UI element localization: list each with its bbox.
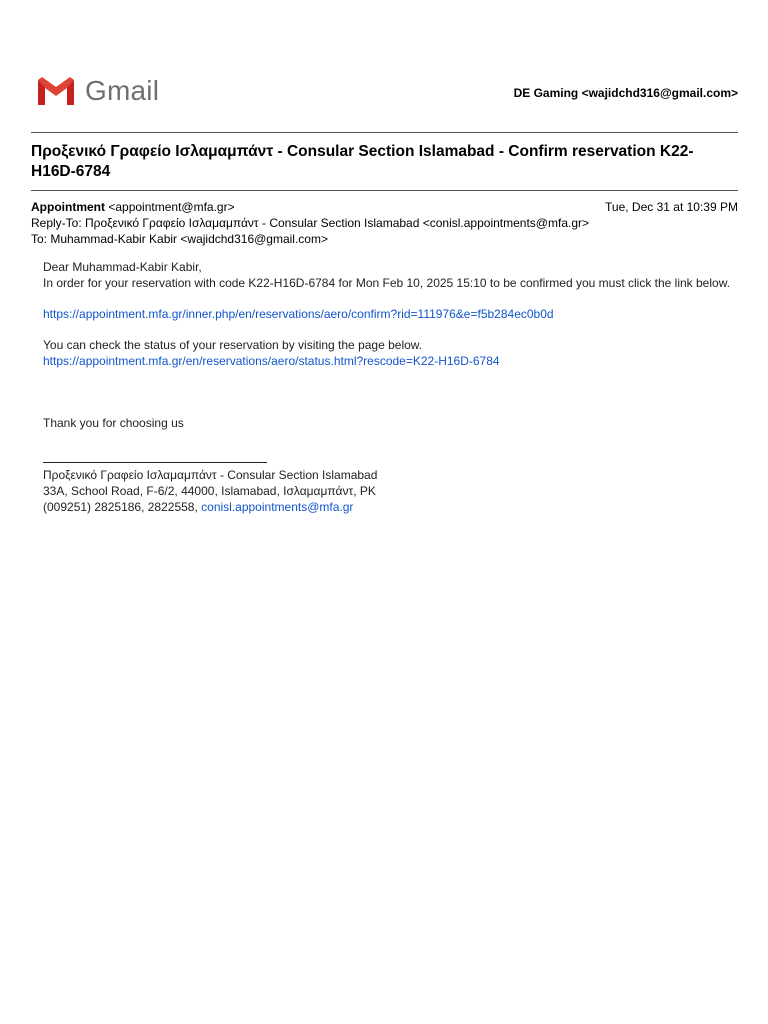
divider-bottom	[31, 190, 738, 191]
to-row: To: Muhammad-Kabir Kabir <wajidchd316@gmail.com>	[31, 232, 328, 246]
sender-row	[31, 199, 738, 215]
message-body	[43, 259, 733, 515]
message-meta	[31, 199, 738, 247]
signature-contact	[43, 499, 733, 515]
signature-divider	[43, 462, 267, 463]
message-date: Tue, Dec 31 at 10:39 PM	[605, 200, 738, 214]
sender-email: <appointment@mfa.gr>	[108, 200, 235, 214]
status-text: You can check the status of your reservation by visiting the page below.	[43, 338, 423, 352]
gmail-wordmark: Gmail	[85, 75, 160, 106]
gmail-logo	[35, 74, 159, 108]
confirm-link[interactable]: https://appointment.mfa.gr/inner.php/en/reservations/aero/confirm?rid=111976&e=f5b284ec0b0d	[43, 307, 554, 321]
account-label: DE Gaming <wajidchd316@gmail.com>	[513, 86, 738, 100]
signature-phones: (009251) 2825186, 2822558,	[43, 500, 202, 514]
greeting: Dear Muhammad-Kabir Kabir,	[43, 260, 202, 274]
status-link[interactable]: https://appointment.mfa.gr/en/reservations/aero/status.html?rescode=K22-H16D-6784	[43, 354, 500, 368]
reply-to-row: Reply-To: Προξενικό Γραφείο Ισλαμαμπάντ - Consular Section Islamabad <conisl.appointments@mfa.gr>	[31, 216, 590, 230]
instruction-text: In order for your reservation with code K22-H16D-6784 for Mon Feb 10, 2025 15:10 to be confirmed you must click the link below.	[43, 276, 731, 290]
email-subject: Προξενικό Γραφείο Ισλαμαμπάντ - Consular Section Islamabad - Confirm reservation K22-H16D-6784	[31, 143, 694, 180]
signature-address: 33A, School Road, F-6/2, 44000, Islamabad, Ισλαμαμπάντ, PK	[43, 484, 376, 498]
divider-top	[31, 132, 738, 133]
thanks-text: Thank you for choosing us	[43, 416, 184, 430]
signature-name: Προξενικό Γραφείο Ισλαμαμπάντ - Consular Section Islamabad	[43, 468, 378, 482]
gmail-m-icon	[35, 74, 77, 108]
sender-name: Appointment	[31, 200, 105, 214]
signature-email-link[interactable]: conisl.appointments@mfa.gr	[201, 500, 354, 514]
print-header	[35, 70, 738, 118]
